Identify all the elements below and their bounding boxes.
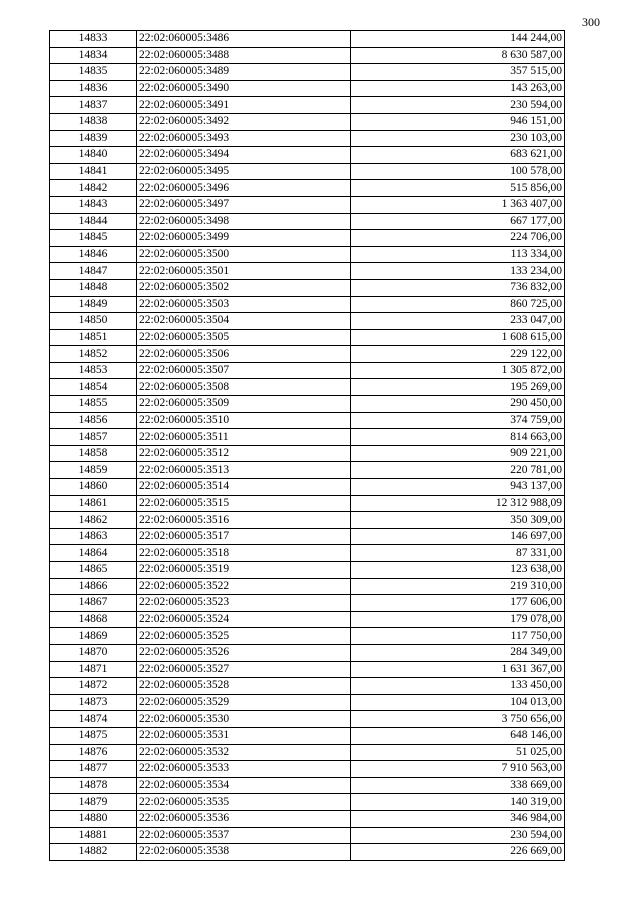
cadastral-value-cell: 117 750,00 xyxy=(351,628,565,645)
table-row xyxy=(50,744,565,761)
table-row xyxy=(50,64,565,81)
table-row xyxy=(50,346,565,363)
row-number-cell: 14842 xyxy=(50,180,137,197)
cadastral-value-cell: 140 319,00 xyxy=(351,794,565,811)
table-row xyxy=(50,528,565,545)
row-number-cell: 14872 xyxy=(50,678,137,695)
cadastral-value-cell: 230 103,00 xyxy=(351,130,565,147)
row-number-cell: 14853 xyxy=(50,362,137,379)
row-number-cell: 14879 xyxy=(50,794,137,811)
cadastral-number-cell: 22:02:060005:3531 xyxy=(137,727,351,744)
row-number-cell: 14845 xyxy=(50,230,137,247)
table-row xyxy=(50,113,565,130)
cadastral-value-cell: 224 706,00 xyxy=(351,230,565,247)
cadastral-number-cell: 22:02:060005:3493 xyxy=(137,130,351,147)
cadastral-value-cell: 220 781,00 xyxy=(351,462,565,479)
cadastral-value-cell: 51 025,00 xyxy=(351,744,565,761)
cadastral-number-cell: 22:02:060005:3510 xyxy=(137,412,351,429)
row-number-cell: 14849 xyxy=(50,296,137,313)
cadastral-value-cell: 346 984,00 xyxy=(351,810,565,827)
row-number-cell: 14833 xyxy=(50,31,137,48)
row-number-cell: 14843 xyxy=(50,196,137,213)
row-number-cell: 14862 xyxy=(50,512,137,529)
table-row xyxy=(50,379,565,396)
table-row xyxy=(50,246,565,263)
row-number-cell: 14859 xyxy=(50,462,137,479)
cadastral-number-cell: 22:02:060005:3516 xyxy=(137,512,351,529)
cadastral-number-cell: 22:02:060005:3506 xyxy=(137,346,351,363)
row-number-cell: 14876 xyxy=(50,744,137,761)
cadastral-value-cell: 683 621,00 xyxy=(351,147,565,164)
row-number-cell: 14861 xyxy=(50,495,137,512)
row-number-cell: 14874 xyxy=(50,711,137,728)
row-number-cell: 14870 xyxy=(50,644,137,661)
table-row xyxy=(50,479,565,496)
cadastral-value-cell: 104 013,00 xyxy=(351,694,565,711)
table-row xyxy=(50,711,565,728)
cadastral-value-cell: 667 177,00 xyxy=(351,213,565,230)
table-row xyxy=(50,429,565,446)
cadastral-value-cell: 195 269,00 xyxy=(351,379,565,396)
cadastral-value-cell: 350 309,00 xyxy=(351,512,565,529)
row-number-cell: 14848 xyxy=(50,279,137,296)
cadastral-value-cell: 100 578,00 xyxy=(351,163,565,180)
table-row xyxy=(50,595,565,612)
cadastral-number-cell: 22:02:060005:3518 xyxy=(137,545,351,562)
row-number-cell: 14836 xyxy=(50,80,137,97)
cadastral-value-cell: 123 638,00 xyxy=(351,562,565,579)
cadastral-value-cell: 3 750 656,00 xyxy=(351,711,565,728)
row-number-cell: 14857 xyxy=(50,429,137,446)
cadastral-number-cell: 22:02:060005:3494 xyxy=(137,147,351,164)
cadastral-number-cell: 22:02:060005:3502 xyxy=(137,279,351,296)
cadastral-number-cell: 22:02:060005:3492 xyxy=(137,113,351,130)
cadastral-value-cell: 736 832,00 xyxy=(351,279,565,296)
row-number-cell: 14841 xyxy=(50,163,137,180)
table-row xyxy=(50,130,565,147)
row-number-cell: 14851 xyxy=(50,329,137,346)
table-row xyxy=(50,412,565,429)
cadastral-value-cell: 909 221,00 xyxy=(351,445,565,462)
row-number-cell: 14835 xyxy=(50,64,137,81)
table-row xyxy=(50,31,565,48)
cadastral-number-cell: 22:02:060005:3522 xyxy=(137,578,351,595)
cadastral-value-cell: 143 263,00 xyxy=(351,80,565,97)
table-row xyxy=(50,329,565,346)
cadastral-value-cell: 1 363 407,00 xyxy=(351,196,565,213)
row-number-cell: 14867 xyxy=(50,595,137,612)
cadastral-value-cell: 226 669,00 xyxy=(351,844,565,861)
table-row xyxy=(50,47,565,64)
row-number-cell: 14880 xyxy=(50,810,137,827)
cadastral-value-cell: 943 137,00 xyxy=(351,479,565,496)
table-row xyxy=(50,180,565,197)
cadastral-number-cell: 22:02:060005:3515 xyxy=(137,495,351,512)
cadastral-number-cell: 22:02:060005:3512 xyxy=(137,445,351,462)
table-row xyxy=(50,445,565,462)
table-row xyxy=(50,578,565,595)
cadastral-number-cell: 22:02:060005:3504 xyxy=(137,313,351,330)
table-row xyxy=(50,644,565,661)
table-row xyxy=(50,694,565,711)
cadastral-value-cell: 8 630 587,00 xyxy=(351,47,565,64)
cadastral-value-cell: 7 910 563,00 xyxy=(351,761,565,778)
cadastral-number-cell: 22:02:060005:3519 xyxy=(137,562,351,579)
cadastral-number-cell: 22:02:060005:3490 xyxy=(137,80,351,97)
table-row xyxy=(50,230,565,247)
row-number-cell: 14834 xyxy=(50,47,137,64)
row-number-cell: 14875 xyxy=(50,727,137,744)
cadastral-number-cell: 22:02:060005:3489 xyxy=(137,64,351,81)
row-number-cell: 14864 xyxy=(50,545,137,562)
cadastral-number-cell: 22:02:060005:3517 xyxy=(137,528,351,545)
row-number-cell: 14871 xyxy=(50,661,137,678)
cadastral-number-cell: 22:02:060005:3529 xyxy=(137,694,351,711)
cadastral-value-cell: 177 606,00 xyxy=(351,595,565,612)
row-number-cell: 14838 xyxy=(50,113,137,130)
cadastral-number-cell: 22:02:060005:3486 xyxy=(137,31,351,48)
cadastral-value-cell: 133 234,00 xyxy=(351,263,565,280)
cadastral-number-cell: 22:02:060005:3528 xyxy=(137,678,351,695)
cadastral-number-cell: 22:02:060005:3536 xyxy=(137,810,351,827)
cadastral-value-cell: 233 047,00 xyxy=(351,313,565,330)
table-row xyxy=(50,495,565,512)
table-row xyxy=(50,362,565,379)
table-row xyxy=(50,462,565,479)
table-row xyxy=(50,296,565,313)
cadastral-value-cell: 648 146,00 xyxy=(351,727,565,744)
row-number-cell: 14881 xyxy=(50,827,137,844)
row-number-cell: 14877 xyxy=(50,761,137,778)
row-number-cell: 14852 xyxy=(50,346,137,363)
table-row xyxy=(50,628,565,645)
table-row xyxy=(50,147,565,164)
table-row xyxy=(50,777,565,794)
table-row xyxy=(50,163,565,180)
table-row xyxy=(50,611,565,628)
cadastral-value-cell: 133 450,00 xyxy=(351,678,565,695)
table-row xyxy=(50,512,565,529)
row-number-cell: 14850 xyxy=(50,313,137,330)
cadastral-value-table xyxy=(49,30,565,861)
cadastral-value-cell: 357 515,00 xyxy=(351,64,565,81)
cadastral-number-cell: 22:02:060005:3508 xyxy=(137,379,351,396)
cadastral-value-cell: 1 608 615,00 xyxy=(351,329,565,346)
table-row xyxy=(50,562,565,579)
table-row xyxy=(50,844,565,861)
cadastral-value-cell: 860 725,00 xyxy=(351,296,565,313)
row-number-cell: 14858 xyxy=(50,445,137,462)
cadastral-number-cell: 22:02:060005:3527 xyxy=(137,661,351,678)
row-number-cell: 14866 xyxy=(50,578,137,595)
cadastral-number-cell: 22:02:060005:3500 xyxy=(137,246,351,263)
cadastral-value-cell: 87 331,00 xyxy=(351,545,565,562)
cadastral-value-cell: 374 759,00 xyxy=(351,412,565,429)
cadastral-number-cell: 22:02:060005:3498 xyxy=(137,213,351,230)
table-row xyxy=(50,313,565,330)
row-number-cell: 14863 xyxy=(50,528,137,545)
table-row xyxy=(50,196,565,213)
table-row xyxy=(50,213,565,230)
cadastral-value-cell: 179 078,00 xyxy=(351,611,565,628)
row-number-cell: 14869 xyxy=(50,628,137,645)
row-number-cell: 14865 xyxy=(50,562,137,579)
table-row xyxy=(50,727,565,744)
table-row xyxy=(50,810,565,827)
cadastral-value-cell: 946 151,00 xyxy=(351,113,565,130)
cadastral-value-cell: 338 669,00 xyxy=(351,777,565,794)
row-number-cell: 14847 xyxy=(50,263,137,280)
cadastral-number-cell: 22:02:060005:3532 xyxy=(137,744,351,761)
table-row xyxy=(50,761,565,778)
row-number-cell: 14873 xyxy=(50,694,137,711)
cadastral-number-cell: 22:02:060005:3507 xyxy=(137,362,351,379)
table-row xyxy=(50,263,565,280)
cadastral-number-cell: 22:02:060005:3514 xyxy=(137,479,351,496)
cadastral-number-cell: 22:02:060005:3501 xyxy=(137,263,351,280)
cadastral-number-cell: 22:02:060005:3538 xyxy=(137,844,351,861)
cadastral-number-cell: 22:02:060005:3495 xyxy=(137,163,351,180)
cadastral-value-cell: 1 305 872,00 xyxy=(351,362,565,379)
cadastral-number-cell: 22:02:060005:3526 xyxy=(137,644,351,661)
cadastral-value-cell: 113 334,00 xyxy=(351,246,565,263)
cadastral-value-cell: 144 244,00 xyxy=(351,31,565,48)
table-row xyxy=(50,827,565,844)
table-row xyxy=(50,279,565,296)
table-row xyxy=(50,97,565,114)
cadastral-value-cell: 290 450,00 xyxy=(351,396,565,413)
table-row xyxy=(50,396,565,413)
page-number: 300 xyxy=(582,15,600,29)
row-number-cell: 14860 xyxy=(50,479,137,496)
cadastral-number-cell: 22:02:060005:3523 xyxy=(137,595,351,612)
cadastral-number-cell: 22:02:060005:3491 xyxy=(137,97,351,114)
cadastral-number-cell: 22:02:060005:3537 xyxy=(137,827,351,844)
table-row xyxy=(50,794,565,811)
cadastral-number-cell: 22:02:060005:3534 xyxy=(137,777,351,794)
cadastral-value-cell: 12 312 988,09 xyxy=(351,495,565,512)
row-number-cell: 14840 xyxy=(50,147,137,164)
cadastral-value-cell: 229 122,00 xyxy=(351,346,565,363)
cadastral-number-cell: 22:02:060005:3525 xyxy=(137,628,351,645)
cadastral-number-cell: 22:02:060005:3511 xyxy=(137,429,351,446)
cadastral-value-cell: 219 310,00 xyxy=(351,578,565,595)
cadastral-number-cell: 22:02:060005:3513 xyxy=(137,462,351,479)
cadastral-value-cell: 146 697,00 xyxy=(351,528,565,545)
cadastral-number-cell: 22:02:060005:3497 xyxy=(137,196,351,213)
cadastral-number-cell: 22:02:060005:3524 xyxy=(137,611,351,628)
table-row xyxy=(50,80,565,97)
table-row xyxy=(50,661,565,678)
row-number-cell: 14854 xyxy=(50,379,137,396)
row-number-cell: 14856 xyxy=(50,412,137,429)
cadastral-number-cell: 22:02:060005:3499 xyxy=(137,230,351,247)
table-row xyxy=(50,545,565,562)
row-number-cell: 14882 xyxy=(50,844,137,861)
cadastral-value-cell: 230 594,00 xyxy=(351,97,565,114)
row-number-cell: 14868 xyxy=(50,611,137,628)
cadastral-number-cell: 22:02:060005:3503 xyxy=(137,296,351,313)
cadastral-number-cell: 22:02:060005:3509 xyxy=(137,396,351,413)
row-number-cell: 14855 xyxy=(50,396,137,413)
row-number-cell: 14844 xyxy=(50,213,137,230)
cadastral-number-cell: 22:02:060005:3533 xyxy=(137,761,351,778)
cadastral-number-cell: 22:02:060005:3535 xyxy=(137,794,351,811)
table-body xyxy=(50,31,565,861)
cadastral-value-cell: 1 631 367,00 xyxy=(351,661,565,678)
row-number-cell: 14837 xyxy=(50,97,137,114)
row-number-cell: 14839 xyxy=(50,130,137,147)
cadastral-value-cell: 814 663,00 xyxy=(351,429,565,446)
cadastral-number-cell: 22:02:060005:3496 xyxy=(137,180,351,197)
cadastral-value-cell: 284 349,00 xyxy=(351,644,565,661)
cadastral-number-cell: 22:02:060005:3505 xyxy=(137,329,351,346)
table-row xyxy=(50,678,565,695)
cadastral-value-cell: 515 856,00 xyxy=(351,180,565,197)
row-number-cell: 14846 xyxy=(50,246,137,263)
row-number-cell: 14878 xyxy=(50,777,137,794)
cadastral-number-cell: 22:02:060005:3530 xyxy=(137,711,351,728)
cadastral-value-cell: 230 594,00 xyxy=(351,827,565,844)
cadastral-number-cell: 22:02:060005:3488 xyxy=(137,47,351,64)
